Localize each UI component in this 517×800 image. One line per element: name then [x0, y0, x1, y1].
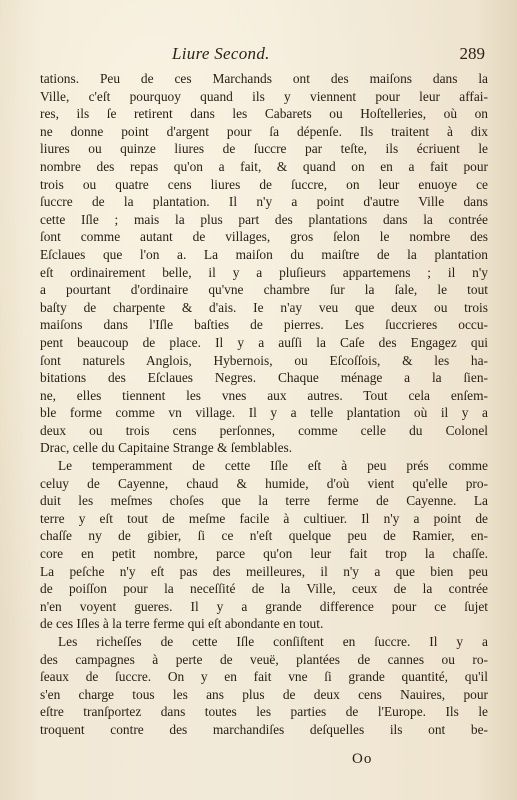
- page-header: [40, 44, 485, 66]
- text-line: Le temperamment de cette Iſle eſt à peu prés comme: [58, 458, 488, 474]
- text-line: eſtre tranſportez dans toutes les parties de l'Europe. Ils le: [40, 704, 488, 720]
- text-line: nombre des repas qu'on a fait, & quand on en a fait pour: [40, 158, 488, 174]
- text-line: Les richeſſes de cette Iſle conſiſtent en ſuccre. Il y a: [58, 634, 488, 649]
- text-line: ne, elles tiennent les vnes aux autres. Tout cela enſem-: [40, 387, 488, 403]
- text-line: tations. Peu de ces Marchands ont des maiſons dans la: [40, 71, 488, 86]
- text-line: terre y eſt tout de meſme facile à cultiuer. Il n'y a point de: [40, 510, 488, 526]
- text-line: liures ou quinze liures de ſuccre par teſte, ils écriuent le: [40, 141, 488, 157]
- text-line: celuy de Cayenne, chaud & humide, d'où vient qu'elle pro-: [40, 475, 488, 491]
- text-line: de ces Iſles à la terre ferme qui eſt abondante en tout.: [40, 616, 324, 632]
- text-line: res, ils ſe retirent dans les Cabarets ou Hoſtelleries, où on: [40, 106, 488, 122]
- text-line: chaſſe ny de gibier, ſi ce n'eſt quelque peu de Ramier, en-: [40, 528, 488, 544]
- text-line: La peſche n'y eſt pas des meilleures, il n'y a que bien peu: [40, 563, 488, 579]
- text-line: ble forme comme vn village. Il y a telle plantation où il y a: [40, 405, 488, 421]
- text-line: Eſclaues que l'on a. La maiſon du maiſtre de la plantation: [40, 246, 488, 262]
- text-line: bitations des Eſclaues Negres. Chaque ménage a la ſien-: [40, 370, 488, 386]
- text-line: ſont naturels Anglois, Hybernois, ou Eſcoſſois, & les ha-: [40, 352, 488, 368]
- text-line: de poiſſon pour la neceſſité de la Ville, ceux de la contrée: [40, 581, 488, 597]
- body-text: [40, 70, 488, 739]
- text-line: des campagnes à perte de veuë, plantées de cannes ou ro-: [40, 651, 488, 667]
- text-line: ſont comme autant de villages, gros ſelon le nombre des: [40, 229, 488, 245]
- catchword: Oo: [352, 751, 373, 767]
- text-line: a pourtant d'ordinaire qu'vne chambre ſur la ſale, le tout: [40, 282, 488, 298]
- text-line: core en petit nombre, parce qu'on leur fait trop la chaſſe.: [40, 546, 488, 562]
- text-line: pent beaucoup de place. Il y a auſſi la Caſe des Engagez qui: [40, 334, 488, 350]
- text-line: troquent contre des marchandiſes deſquelles ils ont be-: [40, 721, 488, 737]
- text-line: baſty de charpente & d'ais. Ie n'ay veu que deux ou trois: [40, 299, 488, 315]
- text-line: s'en charge tous les ans plus de deux cens Nauires, pour: [40, 686, 488, 702]
- text-line: ne donne point d'argent pour ſa dépenſe. Ils traitent à dix: [40, 123, 488, 139]
- text-line: ſeaux de ſuccre. On y en fait vne ſi grande quantité, qu'il: [40, 669, 488, 685]
- text-line: eſt ordinairement belle, il y a pluſieurs appartemens ; il n'y: [40, 264, 488, 280]
- text-line: maiſons dans l'Iſle baſties de pierres. Les ſuccrieres occu-: [40, 317, 488, 333]
- text-line: cette Iſle ; mais la plus part des plantations dans la contrée: [40, 211, 488, 227]
- text-line: n'en voyent gueres. Il y a grande difference pour ce ſujet: [40, 598, 488, 614]
- page-number: 289: [459, 44, 485, 63]
- text-line: duit les meſmes choſes que la terre ferme de Cayenne. La: [40, 493, 488, 509]
- text-line: trois ou quatre cens liures de ſuccre, on leur enuoye ce: [40, 176, 488, 192]
- running-head: Liure Second.: [172, 44, 270, 63]
- text-line: ſuccre de la plantation. Il n'y a point d'autre Ville dans: [40, 194, 488, 210]
- text-line: deux ou trois cens perſonnes, comme celle du Colonel: [40, 422, 488, 438]
- text-line: Ville, c'eſt pourquoy quand ils y viennent pour leur affai-: [40, 88, 488, 104]
- text-line: Drac, celle du Capitaine Strange & ſemblables.: [40, 440, 293, 456]
